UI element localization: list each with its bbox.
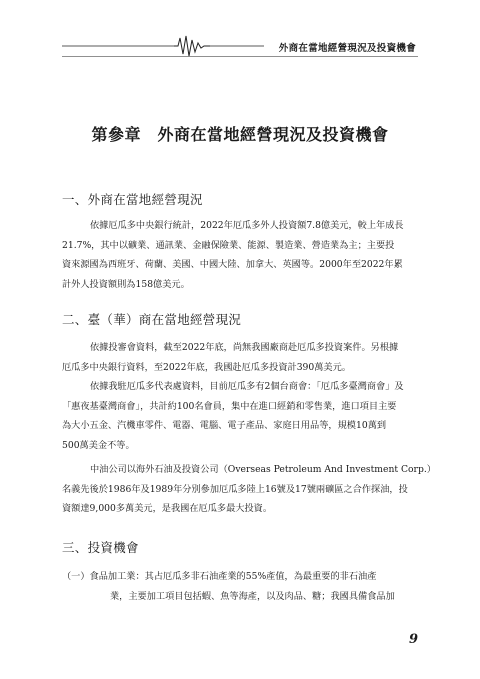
text-line: 中油公司以海外石油及投資公司（Overseas Petroleum And Investment Corp.） bbox=[90, 464, 436, 475]
text-line: 資額達9,000多萬美元，是我國在厄瓜多最大投資。 bbox=[62, 503, 273, 514]
section-heading-2: 二、臺（華）商在當地經營現況 bbox=[62, 312, 242, 327]
paragraph-1 bbox=[62, 216, 420, 294]
paragraph-2 bbox=[62, 338, 420, 377]
text-line: 依據厄瓜多中央銀行統計，2022年厄瓜多外人投資額7.8億美元，較上年成長 bbox=[90, 220, 404, 231]
chapter-title: 第參章 外商在當地經營現況及投資機會 bbox=[91, 125, 389, 144]
text-line: 業，主要加工項目包括蝦、魚等海產，以及肉品、糖；我國具備食品加 bbox=[110, 590, 395, 602]
paragraph-4 bbox=[62, 460, 436, 519]
text-line: 「惠夜基臺灣商會」，共計約100名會員，集中在進口經銷和零售業，進口項目主要 bbox=[62, 400, 397, 412]
text-line: 依據投審會資料，截至2022年底，尚無我國廠商赴厄瓜多投資案件。另根據 bbox=[90, 342, 399, 353]
text-line: 為大小五金、汽機車零件、電器、電腦、電子產品、家庭日用品等，規模10萬到 bbox=[62, 420, 387, 431]
running-header bbox=[62, 34, 418, 58]
text-line: 依據我駐厄瓜多代表處資料，目前厄瓜多有2個台商會：「厄瓜多臺灣商會」及 bbox=[90, 381, 404, 392]
section-heading-3: 三、投資機會 bbox=[62, 540, 139, 555]
text-line: （一）食品加工業：其占厄瓜多非石油產業的55%產值，為最重要的非石油產 bbox=[62, 571, 377, 582]
page-number: 9 bbox=[408, 632, 418, 647]
text-line: 厄瓜多中央銀行資料，至2022年底，我國赴厄瓜多投資計390萬美元。 bbox=[62, 361, 351, 373]
paragraph-3 bbox=[62, 377, 420, 455]
text-line: 資來源國為西班牙、荷蘭、美國、中國大陸、加拿大、英國等。2000年至2022年累 bbox=[62, 259, 403, 270]
text-line: 名義先後於1986年及1989年分別參加厄瓜多陸上16號及17號兩礦區之合作探油，投 bbox=[62, 483, 408, 495]
text-line: 21.7%，其中以礦業、通訊業、金融保險業、能源、製造業、營造業為主；主要投 bbox=[62, 239, 395, 251]
section-heading-1: 一、外商在當地經營現況 bbox=[62, 192, 203, 207]
text-line: 500萬美金不等。 bbox=[62, 439, 135, 451]
header-title: 外商在當地經營現況及投資機會 bbox=[278, 43, 416, 54]
text-line: 計外人投資額則為158億美元。 bbox=[62, 278, 190, 290]
list-item-food-processing bbox=[62, 567, 420, 606]
